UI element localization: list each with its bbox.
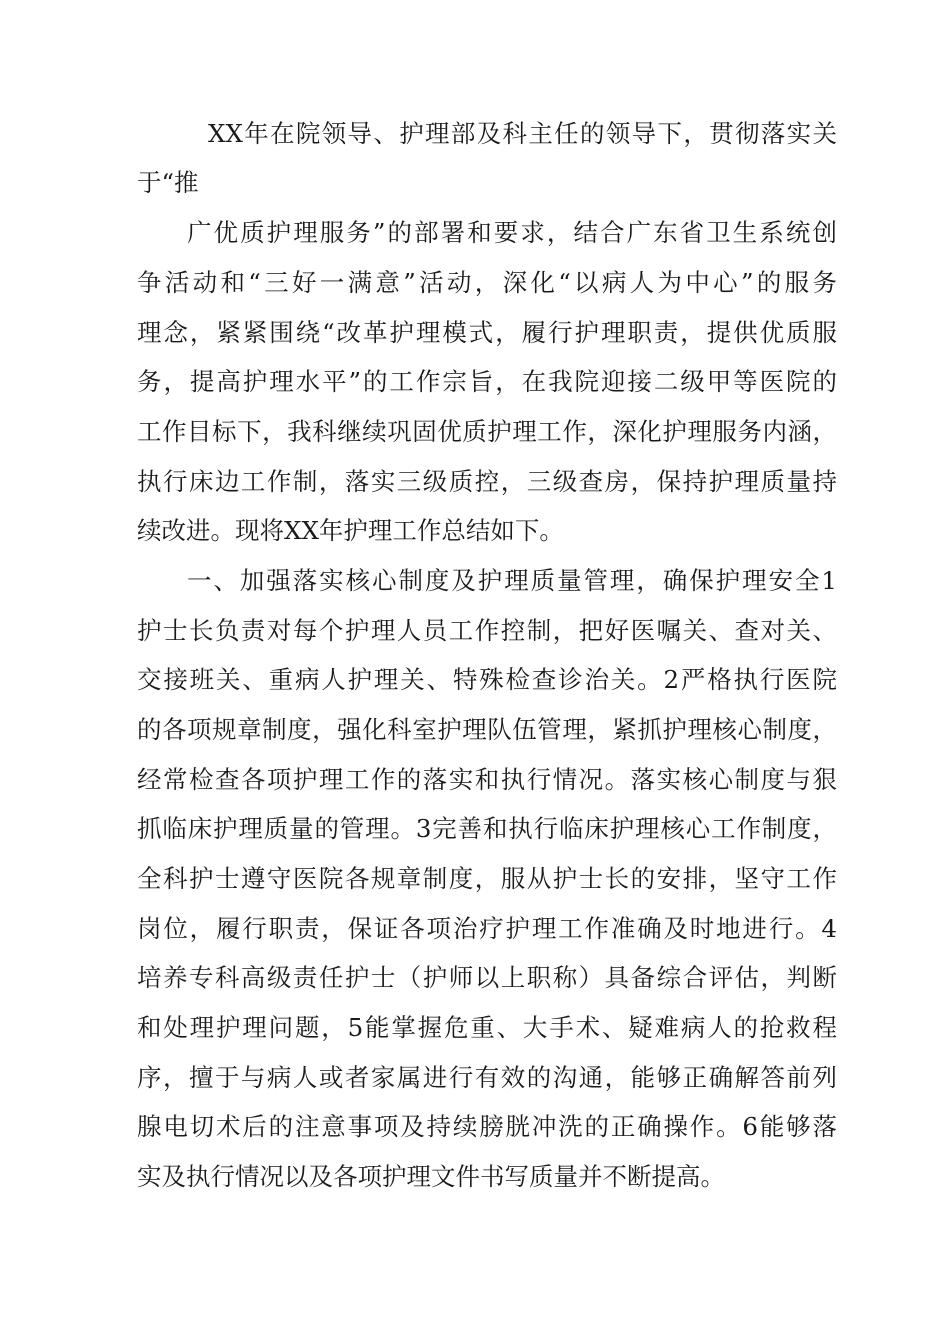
text-line: 的各项规章制度，强化科室护理队伍管理，紧抓护理核心制度， <box>137 715 837 744</box>
text-line: 岗位，履行职责，保证各项治疗护理工作准确及时地进行。4 <box>137 914 837 943</box>
text-line: 培养专科高级责任护士（护师以上职称）具备综合评估，判断 <box>137 963 837 992</box>
text-line: 护士长负责对每个护理人员工作控制，把好医嘱关、查对关、 <box>137 616 837 645</box>
text-line: 腺电切术后的注意事项及持续膀胱冲洗的正确操作。6能够落 <box>137 1112 837 1141</box>
text-line: 实及执行情况以及各项护理文件书写质量并不断提高。 <box>137 1162 725 1191</box>
text-line: 于“推 <box>137 168 199 197</box>
text-line: 抓临床护理质量的管理。3完善和执行临床护理核心工作制度， <box>137 814 837 843</box>
text-line: 务，提高护理水平”的工作宗旨，在我院迎接二级甲等医院的 <box>137 367 837 396</box>
text-line: 交接班关、重病人护理关、特殊检查诊治关。2严格执行医院 <box>137 665 837 694</box>
text-line: 全科护士遵守医院各规章制度，服从护士长的安排，坚守工作 <box>137 864 837 893</box>
text-line: 执行床边工作制，落实三级质控，三级查房，保持护理质量持 <box>137 467 837 496</box>
text-line: XX年在院领导、护理部及科主任的领导下，贯彻落实关 <box>208 119 837 148</box>
text-line: 争活动和“三好一满意”活动，深化“以病人为中心”的服务 <box>137 268 837 297</box>
text-line: 续改进。现将XX年护理工作总结如下。 <box>137 516 564 545</box>
text-line: 工作目标下，我科继续巩固优质护理工作，深化护理服务内涵， <box>137 417 837 446</box>
text-line: 序，擅于与病人或者家属进行有效的沟通，能够正确解答前列 <box>137 1063 837 1092</box>
text-line: 广优质护理服务”的部署和要求，结合广东省卫生系统创 <box>187 218 837 247</box>
text-line: 理念，紧紧围绕“改革护理模式，履行护理职责，提供优质服 <box>137 318 837 347</box>
text-line: 经常检查各项护理工作的落实和执行情况。落实核心制度与狠 <box>137 765 837 794</box>
section-heading-line: 一、加强落实核心制度及护理质量管理，确保护理安全1 <box>187 566 837 595</box>
text-line: 和处理护理问题，5能掌握危重、大手术、疑难病人的抢救程 <box>137 1013 837 1042</box>
